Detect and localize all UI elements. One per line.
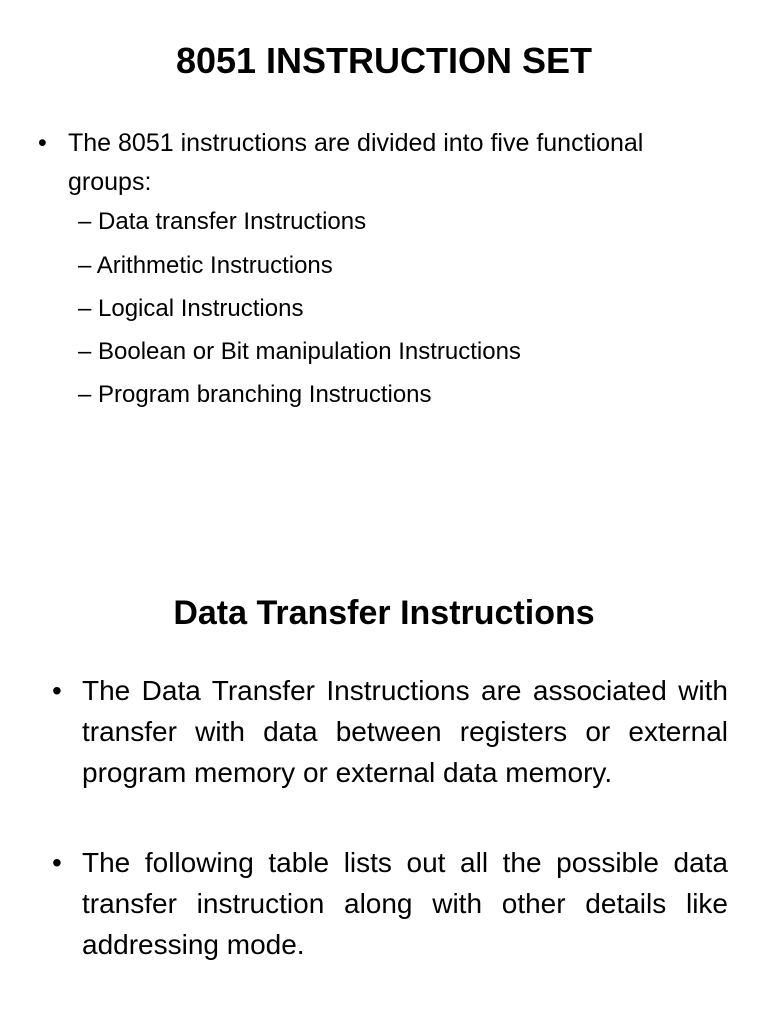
bullet-dot: • (52, 675, 62, 706)
slide2-bullet: The Data Transfer Instructions are associated with transfer with data between registers or external program memory or external data memory. (82, 675, 728, 788)
list-item: – Arithmetic Instructions (78, 252, 333, 279)
list-item: – Boolean or Bit manipulation Instructions (78, 338, 521, 365)
list-item: – Program branching Instructions (78, 381, 432, 408)
slide2-bullet: The following table lists out all the possible data transfer instruction along with other details like addressing mode. (82, 847, 728, 960)
list-item: – Logical Instructions (78, 295, 304, 322)
list-item: – Data transfer Instructions (78, 208, 367, 235)
bullet-dot: • (52, 847, 62, 878)
slide1-title: 8051 INSTRUCTION SET (175, 40, 593, 81)
slide2-title: Data Transfer Instructions (173, 594, 595, 632)
slide1-bullet: The 8051 instructions are divided into five functional groups: (68, 129, 644, 196)
bullet-dot: • (38, 129, 47, 157)
